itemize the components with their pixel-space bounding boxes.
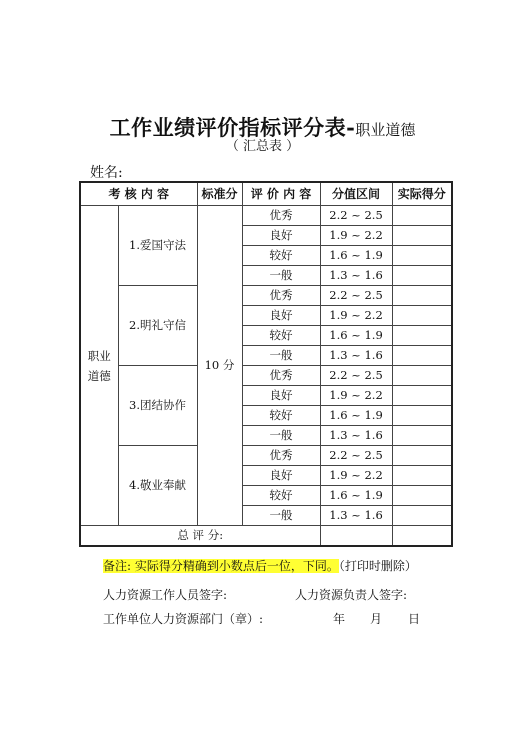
actual-score-cell[interactable] bbox=[392, 326, 452, 346]
grade-cell: 较好 bbox=[242, 486, 320, 506]
grade-cell: 一般 bbox=[242, 506, 320, 526]
header-actual-score: 实际得分 bbox=[392, 182, 452, 206]
score-range-cell: 1.9 ~ 2.2 bbox=[320, 386, 392, 406]
table-header-row bbox=[80, 182, 452, 206]
score-range-cell: 1.3 ~ 1.6 bbox=[320, 346, 392, 366]
total-score-label: 总 评 分: bbox=[80, 526, 320, 547]
score-range-cell: 1.9 ~ 2.2 bbox=[320, 226, 392, 246]
actual-score-cell[interactable] bbox=[392, 386, 452, 406]
footnote bbox=[103, 557, 417, 574]
total-score-range-cell bbox=[320, 526, 392, 547]
score-range-cell: 2.2 ~ 2.5 bbox=[320, 366, 392, 386]
grade-cell: 优秀 bbox=[242, 366, 320, 386]
actual-score-cell[interactable] bbox=[392, 306, 452, 326]
grade-cell: 较好 bbox=[242, 246, 320, 266]
hr-head-signature-label: 人力资源负责人签字: bbox=[295, 588, 408, 602]
score-range-cell: 1.6 ~ 1.9 bbox=[320, 486, 392, 506]
grade-cell: 优秀 bbox=[242, 446, 320, 466]
grade-cell: 较好 bbox=[242, 406, 320, 426]
header-standard-score: 标准分 bbox=[197, 182, 242, 206]
score-range-cell: 1.6 ~ 1.9 bbox=[320, 406, 392, 426]
score-range-cell: 1.3 ~ 1.6 bbox=[320, 426, 392, 446]
score-range-cell: 2.2 ~ 2.5 bbox=[320, 206, 392, 226]
category-cell: 职业 道德 bbox=[80, 206, 118, 526]
actual-score-cell[interactable] bbox=[392, 286, 452, 306]
score-range-cell: 1.6 ~ 1.9 bbox=[320, 246, 392, 266]
title-main: 工作业绩评价指标评分表- bbox=[109, 115, 356, 140]
date-year-label: 年 bbox=[333, 612, 346, 626]
grade-cell: 良好 bbox=[242, 386, 320, 406]
score-range-cell: 1.9 ~ 2.2 bbox=[320, 466, 392, 486]
assessment-item-label: 4.敬业奉献 bbox=[118, 446, 197, 526]
table-row bbox=[80, 206, 452, 226]
actual-score-cell[interactable] bbox=[392, 266, 452, 286]
grade-cell: 良好 bbox=[242, 466, 320, 486]
score-table bbox=[79, 181, 453, 547]
document-subtitle: （ 汇总表 ） bbox=[225, 139, 300, 154]
name-field-label: 姓名: bbox=[90, 165, 123, 181]
score-range-cell: 1.3 ~ 1.6 bbox=[320, 506, 392, 526]
score-range-cell: 1.9 ~ 2.2 bbox=[320, 306, 392, 326]
header-score-range: 分值区间 bbox=[320, 182, 392, 206]
hr-staff-signature-label: 人力资源工作人员签字: bbox=[103, 588, 228, 602]
score-range-cell: 1.6 ~ 1.9 bbox=[320, 326, 392, 346]
actual-score-cell[interactable] bbox=[392, 446, 452, 466]
actual-score-cell[interactable] bbox=[392, 226, 452, 246]
grade-cell: 优秀 bbox=[242, 286, 320, 306]
date-month-label: 月 bbox=[370, 612, 383, 626]
actual-score-cell[interactable] bbox=[392, 246, 452, 266]
actual-score-cell[interactable] bbox=[392, 406, 452, 426]
score-range-cell: 2.2 ~ 2.5 bbox=[320, 286, 392, 306]
actual-score-cell[interactable] bbox=[392, 426, 452, 446]
assessment-item-label: 3.团结协作 bbox=[118, 366, 197, 446]
grade-cell: 一般 bbox=[242, 266, 320, 286]
grade-cell: 良好 bbox=[242, 306, 320, 326]
actual-score-cell[interactable] bbox=[392, 466, 452, 486]
footnote-highlighted: 备注: 实际得分精确到小数点后一位，下同。 bbox=[103, 559, 339, 573]
grade-cell: 良好 bbox=[242, 226, 320, 246]
date-day-label: 日 bbox=[408, 612, 421, 626]
table-row bbox=[80, 286, 452, 306]
actual-score-cell[interactable] bbox=[392, 486, 452, 506]
actual-score-cell[interactable] bbox=[392, 346, 452, 366]
actual-score-cell[interactable] bbox=[392, 366, 452, 386]
hr-dept-stamp-label: 工作单位人力资源部门（章）: bbox=[103, 612, 264, 626]
grade-cell: 较好 bbox=[242, 326, 320, 346]
total-actual-score-cell[interactable] bbox=[392, 526, 452, 547]
total-score-row bbox=[80, 526, 452, 547]
assessment-item-label: 1.爱国守法 bbox=[118, 206, 197, 286]
grade-cell: 一般 bbox=[242, 346, 320, 366]
header-evaluation-content: 评 价 内 容 bbox=[242, 182, 320, 206]
standard-score-cell: 10 分 bbox=[197, 206, 242, 526]
score-range-cell: 2.2 ~ 2.5 bbox=[320, 446, 392, 466]
grade-cell: 优秀 bbox=[242, 206, 320, 226]
header-assessment-content: 考 核 内 容 bbox=[80, 182, 197, 206]
table-row bbox=[80, 366, 452, 386]
title-sub: 职业道德 bbox=[355, 121, 416, 139]
score-range-cell: 1.3 ~ 1.6 bbox=[320, 266, 392, 286]
table-row bbox=[80, 446, 452, 466]
actual-score-cell[interactable] bbox=[392, 506, 452, 526]
footnote-print-remark: （打印时删除） bbox=[338, 559, 417, 573]
assessment-item-label: 2.明礼守信 bbox=[118, 286, 197, 366]
actual-score-cell[interactable] bbox=[392, 206, 452, 226]
grade-cell: 一般 bbox=[242, 426, 320, 446]
